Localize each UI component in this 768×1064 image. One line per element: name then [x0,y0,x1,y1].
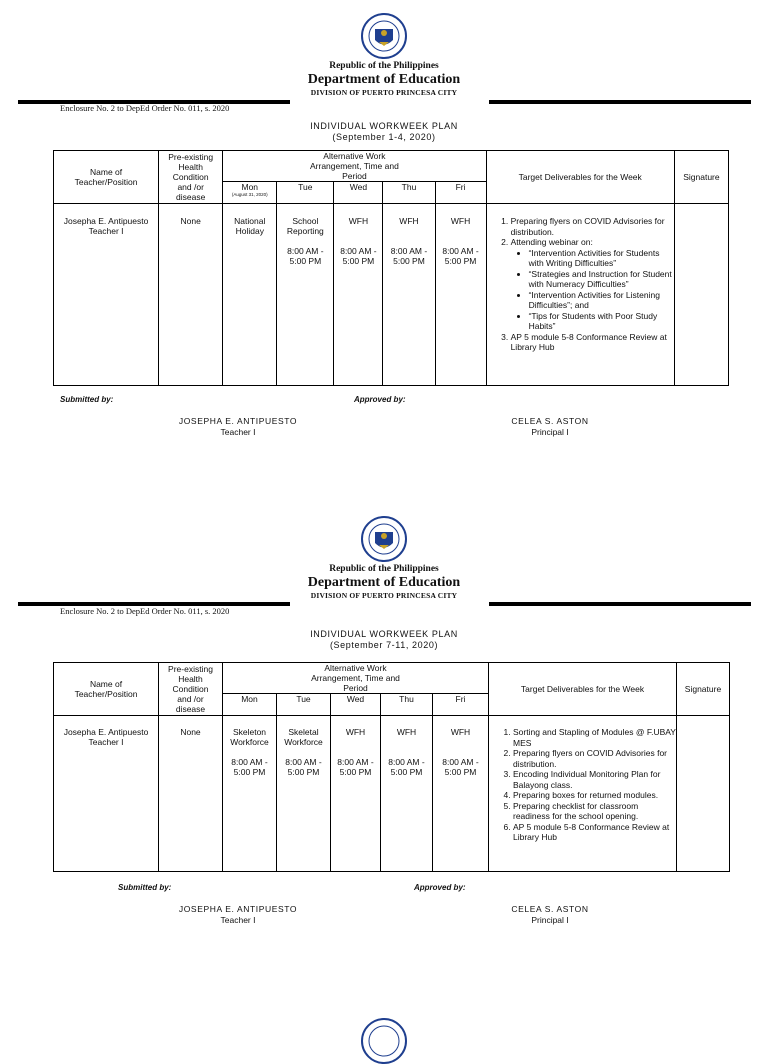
republic-label: Republic of the Philippines [329,61,439,71]
submitter-name: JOSEPHA E. ANTIPUESTO [178,416,298,426]
deliverable-subitem: • “Strategies and Instruction for Student with Numeracy Difficulties” [529,269,674,290]
header-awa: Alternative Work Arrangement, Time and Period [223,151,486,182]
thu-cell: WFH 8:00 AM - 5:00 PM [383,204,435,386]
deliverable-item: 2. Attending webinar on: • “Intervention Activities for Students with Writing Difficulties” • “Strategies and Instruction for Student with Numeracy Difficulties” • “Intervention Activities for Listening Difficulties”; and • “Tips for Students with Poor Study Habits” [511,237,674,332]
header-name: Name of Teacher/Position [54,151,159,204]
fri-cell: WFH 8:00 AM - 5:00 PM [433,716,489,872]
day-wed: Wed [334,182,383,204]
day-tue: Tue [277,694,331,716]
deped-seal-icon [361,516,407,562]
approver-name: CELEA S. ASTON [511,416,589,426]
deliverables-list [489,727,676,843]
deliverable-subitem: • “Intervention Activities for Students with Writing Difficulties” [529,248,674,269]
deliverables-cell [489,716,677,872]
deliverable-item: 2. Preparing flyers on COVID Advisories for distribution. [513,748,676,769]
day-fri: Fri [435,182,486,204]
fri-cell: WFH 8:00 AM - 5:00 PM [435,204,486,386]
plan-title-text: INDIVIDUAL WORKWEEK PLAN [310,629,458,639]
teacher-position: Teacher I [88,226,124,236]
signature-cell [674,204,728,386]
day-thu: Thu [381,694,433,716]
plan-period: (September 1-4, 2020) [332,132,436,142]
deliverables-list [487,216,674,353]
approved-by-label: Approved by: [414,883,466,892]
submitter-name: JOSEPHA E. ANTIPUESTO [178,904,298,914]
day-mon: Mon (August 31, 2020) [223,182,277,204]
signature-cell [677,716,730,872]
approver-position: Principal I [531,427,569,437]
teacher-cell [54,716,159,872]
deliverable-item: 3. Encoding Individual Monitoring Plan for Balayong class. [513,769,676,790]
day-mon: Mon [223,694,277,716]
header-deliverables: Target Deliverables for the Week [489,663,677,716]
deliverable-item: 3. AP 5 module 5-8 Conformance Review at Library Hub [511,332,674,353]
tue-cell: School Reporting 8:00 AM - 5:00 PM [277,204,334,386]
approved-by-label: Approved by: [354,395,406,404]
approver-position: Principal I [531,915,569,925]
day-tue: Tue [277,182,334,204]
department-title: Department of Education [307,575,461,590]
plan-title-text: INDIVIDUAL WORKWEEK PLAN [310,121,458,131]
deliverable-subitem: • “Tips for Students with Poor Study Habits” [529,311,674,332]
teacher-position: Teacher I [88,737,124,747]
enclosure-label: Enclosure No. 2 to DepEd Order No. 011, s. 2020 [60,103,230,113]
header-rule-right [489,100,751,104]
header-health: Pre-existing Health Condition and /or disease [159,151,223,204]
mon-note: (August 31, 2020) [231,192,268,197]
workweek-table [53,662,730,872]
header-rule-right [489,602,751,606]
health-cell: None [159,716,223,872]
tue-cell: Skeletal Workforce 8:00 AM - 5:00 PM [277,716,331,872]
header-health: Pre-existing Health Condition and /or disease [159,663,223,716]
plan-period: (September 7-11, 2020) [329,640,439,650]
deped-seal-icon [361,13,407,59]
submitted-by-label: Submitted by: [60,395,114,404]
day-wed: Wed [331,694,381,716]
header-name: Name of Teacher/Position [54,663,159,716]
day-fri: Fri [433,694,489,716]
wed-cell: WFH 8:00 AM - 5:00 PM [334,204,383,386]
deped-seal-icon [361,1018,407,1064]
header-signature: Signature [677,663,730,716]
submitter-position: Teacher I [220,427,256,437]
wed-cell: WFH 8:00 AM - 5:00 PM [331,716,381,872]
day-thu: Thu [383,182,435,204]
deliverable-item: 4. Preparing boxes for returned modules. [513,790,676,801]
deliverable-item: 5. Preparing checklist for classroom readiness for the school opening. [513,801,676,822]
division-label: DIVISION OF PUERTO PRINCESA CITY [310,88,458,97]
mon-cell: Skeleton Workforce 8:00 AM - 5:00 PM [223,716,277,872]
approver-name: CELEA S. ASTON [511,904,589,914]
thu-cell: WFH 8:00 AM - 5:00 PM [381,716,433,872]
department-title: Department of Education [307,72,461,87]
mon-cell: National Holiday [223,204,277,386]
health-cell: None [159,204,223,386]
header-deliverables: Target Deliverables for the Week [486,151,674,204]
submitted-by-label: Submitted by: [118,883,172,892]
teacher-cell [54,204,159,386]
submitter-position: Teacher I [220,915,256,925]
deliverable-sublist [511,248,674,332]
deliverables-cell [486,204,674,386]
deliverable-item: 6. AP 5 module 5-8 Conformance Review at Library Hub [513,822,676,843]
teacher-name: Josepha E. Antipuesto [63,727,149,737]
republic-label: Republic of the Philippines [329,564,439,574]
teacher-name: Josepha E. Antipuesto [63,216,149,226]
workweek-table [53,150,729,386]
deliverable-item: 1. Preparing flyers on COVID Advisories for distribution. [511,216,674,237]
plan-title [0,629,768,651]
deliverable-subitem: • “Intervention Activities for Listening Difficulties”; and [529,290,674,311]
division-label: DIVISION OF PUERTO PRINCESA CITY [310,591,458,600]
plan-title [0,121,768,143]
enclosure-label: Enclosure No. 2 to DepEd Order No. 011, s. 2020 [60,606,230,616]
header-awa: Alternative Work Arrangement, Time and Period [223,663,489,694]
deliverable-item: 1. Sorting and Stapling of Modules @ F.UBAY MES [513,727,676,748]
header-signature: Signature [674,151,728,204]
